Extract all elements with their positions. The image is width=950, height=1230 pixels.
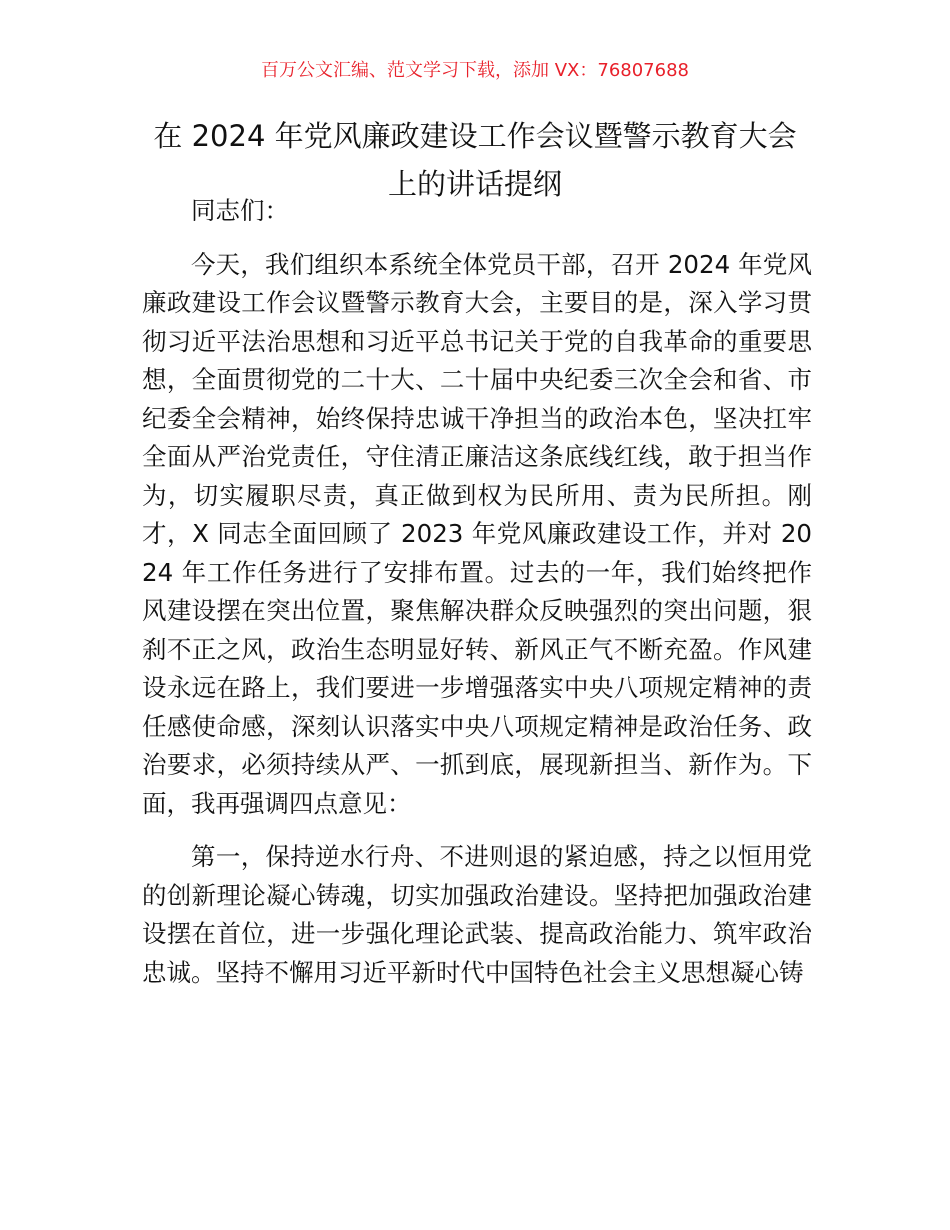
header-banner: 百万公文汇编、范文学习下载，添加 VX：76807688 <box>261 60 689 81</box>
document-title: 在 2024 年党风廉政建设工作会议暨警示教育大会上的讲话提纲 <box>153 119 797 201</box>
salutation: 同志们： <box>191 196 289 225</box>
paragraph-2: 第一，保持逆水行舟、不进则退的紧迫感，持之以恒用党的创新理论凝心铸魂，切实加强政治建设。坚持把加强政治建设摆在首位，进一步强化理论武装、提高政治能力、筑牢政治忠诚。坚持不懈用习近平新时代中国特色社会主义思想凝心铸 <box>142 842 812 987</box>
paragraph-1: 今天，我们组织本系统全体党员干部，召开 2024 年党风廉政建设工作会议暨警示教育大会，主要目的是，深入学习贯彻习近平法治思想和习近平总书记关于党的自我革命的重要思想，全面贯彻党的二十大、二十届中央纪委三次全会和省、市纪委全会精神，始终保持忠诚干净担当的政治本色，坚决扛牢全面从严治党责任，守住清正廉洁这条底线红线，敢于担当作为，切实履职尽责，真正做到权为民所用、责为民所担。刚才，X 同志全面回顾了 2023 年党风廉政建设工作，并对 2024 年工作任务进行了安排布置。过去的一年，我们始终把作风建设摆在突出位置，聚焦解决群众反映强烈的突出问题，狠刹不正之风，政治生态明显好转、新风正气不断充盈。作风建设永远在路上，我们要进一步增强落实中央八项规定精神的责任感使命感，深刻认识落实中央八项规定精神是政治任务、政治要求，必须持续从严、一抓到底，展现新担当、新作为。下面，我再强调四点意见： <box>142 249 812 818</box>
document-body <box>142 192 812 1007</box>
